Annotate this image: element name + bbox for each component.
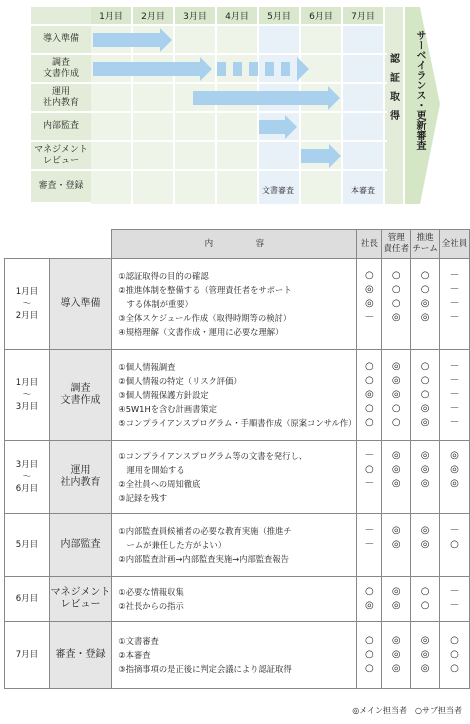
month-header-5: 5月目: [259, 7, 301, 24]
role-mark: ◎: [420, 478, 430, 489]
content-cell: [112, 577, 357, 622]
role-mark-cell: [411, 441, 440, 514]
role-mark: ○: [365, 270, 374, 281]
month-header-3: 3月目: [175, 7, 217, 24]
month-header-2: 2月目: [133, 7, 175, 24]
content-item: ②全社員への周知徹底: [118, 479, 201, 489]
role-mark: ○: [391, 417, 401, 428]
role-mark: －: [449, 417, 460, 428]
period-cell: 6月目: [5, 577, 50, 622]
role-mark: ◎: [420, 312, 430, 323]
role-mark: －: [364, 312, 375, 323]
legend: ◎メイン担当者 ○サブ担当者: [352, 706, 462, 715]
role-mark-cell: [411, 350, 440, 441]
content-item: ①認証取得の目的の確認: [118, 271, 209, 281]
table-row: [5, 514, 470, 577]
role-mark: ◎: [391, 663, 401, 674]
period-cell: 5月目: [5, 514, 50, 577]
role-mark-cell: [382, 259, 411, 350]
role-mark-cell: [357, 577, 382, 622]
content-item: ①コンプライアンスプログラム等の文書を発行し、: [118, 451, 308, 461]
period-cell: 7月目: [5, 622, 50, 689]
arrow-documentation-dash: [249, 62, 258, 76]
role-mark: ○: [365, 417, 374, 428]
surveillance-label: サーベイランス・更新審査: [414, 30, 425, 150]
content-item: ②本審査: [118, 650, 151, 660]
role-mark: ○: [420, 586, 430, 597]
gantt-row-label: 内部監査: [31, 113, 91, 142]
role-mark: ◎: [391, 649, 401, 660]
role-header-all: 全社員: [440, 230, 470, 259]
arrow-preparation: [93, 28, 172, 52]
role-mark-cell: [357, 259, 382, 350]
content-cell: [112, 259, 357, 350]
role-mark: ○: [420, 389, 430, 400]
role-mark: ○: [450, 539, 459, 550]
period-cell: 3月目 〜 6月目: [5, 441, 50, 514]
role-mark: －: [449, 298, 460, 309]
role-mark: ◎: [450, 450, 459, 461]
table-row: [5, 622, 470, 689]
task-table: [4, 229, 470, 689]
arrow-documentation-dash: [265, 62, 274, 76]
role-mark: ◎: [391, 600, 401, 611]
role-mark-cell: [440, 514, 470, 577]
role-mark: ◎: [391, 525, 401, 536]
content-item: する体制が重要）: [118, 299, 193, 309]
content-item: ①個人情報調査: [118, 362, 176, 372]
role-mark: ○: [365, 464, 374, 475]
content-cell: [112, 441, 357, 514]
role-mark-cell: [382, 577, 411, 622]
table-row: [5, 259, 470, 350]
role-mark-cell: [411, 259, 440, 350]
role-mark: ◎: [420, 649, 430, 660]
table-corner: [5, 230, 112, 259]
role-mark: －: [449, 375, 460, 386]
role-mark: ◎: [391, 539, 401, 550]
role-mark: ◎: [391, 586, 401, 597]
main-review-note: 本審査: [351, 186, 375, 195]
gantt-row-label: マネジメント レビュー: [31, 142, 91, 171]
arrow-documentation-dash: [233, 62, 242, 76]
role-mark: ○: [391, 298, 401, 309]
role-mark: ○: [420, 284, 430, 295]
content-cell: [112, 622, 357, 689]
role-mark: ◎: [391, 478, 401, 489]
role-mark: －: [449, 312, 460, 323]
role-mark: ◎: [365, 284, 374, 295]
content-item: ②推進体制を整備する（管理責任者をサポート: [118, 285, 292, 295]
role-mark-cell: [382, 622, 411, 689]
gantt-row-label: 導入準備: [31, 26, 91, 55]
role-mark: ○: [420, 375, 430, 386]
role-mark: －: [449, 600, 460, 611]
role-mark: ◎: [391, 450, 401, 461]
role-mark: ◎: [420, 635, 430, 646]
arrow-documentation: [93, 57, 212, 81]
content-item: ③指摘事項の是正後に判定会議により認証取得: [118, 664, 292, 674]
period-cell: 1月目 〜 3月目: [5, 350, 50, 441]
arrow-operation: [193, 86, 340, 110]
role-mark: ○: [391, 403, 401, 414]
role-mark-cell: [411, 514, 440, 577]
role-mark: ◎: [391, 635, 401, 646]
role-mark: －: [449, 284, 460, 295]
role-mark-cell: [411, 622, 440, 689]
table-row: [5, 577, 470, 622]
content-cell: [112, 514, 357, 577]
table-row: [5, 441, 470, 514]
certification-label: 認 証 取 得: [390, 54, 400, 122]
content-item: ⑤コンプライアンスプログラム・手順書作成（原案コンサル作）: [118, 418, 357, 428]
arrow-internal-audit: [259, 115, 297, 139]
role-mark: ◎: [420, 403, 430, 414]
role-mark: ○: [365, 361, 374, 372]
category-cell: 導入準備: [49, 259, 111, 350]
arrow-documentation-dash: [281, 62, 290, 76]
content-item: ームが兼任した方がよい）: [118, 540, 227, 550]
role-mark: ◎: [391, 361, 401, 372]
role-mark: ◎: [420, 417, 430, 428]
role-mark: ○: [391, 284, 401, 295]
role-mark: －: [449, 389, 460, 400]
role-mark: ○: [365, 649, 374, 660]
role-mark-cell: [382, 350, 411, 441]
content-item: ③全体スケジュール作成（取得時期等の検討）: [118, 313, 292, 323]
role-mark-cell: [357, 514, 382, 577]
month-header-7: 7月目: [343, 7, 385, 24]
role-mark: ○: [365, 403, 374, 414]
role-mark-cell: [440, 350, 470, 441]
role-mark: －: [364, 450, 375, 461]
role-mark-cell: [440, 577, 470, 622]
role-mark: ○: [391, 270, 401, 281]
table-row: [5, 350, 470, 441]
role-header-manager: 管理 責任者: [382, 230, 411, 259]
period-cell: 1月目 〜 2月目: [5, 259, 50, 350]
role-header-team: 推進 チーム: [411, 230, 440, 259]
role-mark: ○: [420, 361, 430, 372]
doc-review-note: 文書審査: [262, 186, 294, 195]
role-mark: －: [449, 361, 460, 372]
category-cell: 調査 文書作成: [49, 350, 111, 441]
gantt-row-label: 調査 文書作成: [31, 55, 91, 84]
category-cell: 審査・登録: [49, 622, 111, 689]
arrow-documentation-head: [297, 57, 309, 81]
role-mark-cell: [357, 622, 382, 689]
content-item: ①必要な情報収集: [118, 587, 184, 597]
content-header: 内 容: [112, 230, 357, 259]
role-mark: ○: [365, 375, 374, 386]
role-mark: ◎: [420, 539, 430, 550]
gantt-row-label: 審査・登録: [31, 171, 91, 204]
role-mark: －: [364, 539, 375, 550]
arrow-documentation-dash: [217, 62, 226, 76]
content-item: ②個人情報の特定（リスク評価）: [118, 376, 242, 386]
content-item: ②内部監査計画→内部監査実施→内部監査報告: [118, 554, 289, 564]
role-mark-cell: [357, 350, 382, 441]
role-mark: ○: [450, 663, 459, 674]
month-header-6: 6月目: [301, 7, 343, 24]
role-mark-cell: [382, 441, 411, 514]
schedule-gantt: [0, 0, 470, 212]
role-mark: ◎: [391, 375, 401, 386]
role-mark: ○: [420, 600, 430, 611]
category-cell: 運用 社内教育: [49, 441, 111, 514]
month-header-1: 1月目: [91, 7, 133, 24]
content-item: ④5W1Hを含む計画書策定: [118, 404, 218, 414]
role-mark: ◎: [450, 464, 459, 475]
category-cell: 内部監査: [49, 514, 111, 577]
content-cell: [112, 350, 357, 441]
role-mark: ◎: [391, 389, 401, 400]
role-mark: ○: [450, 635, 459, 646]
role-mark: －: [449, 403, 460, 414]
role-mark: ◎: [365, 298, 374, 309]
category-cell: マネジメント レビュー: [49, 577, 111, 622]
role-mark-cell: [382, 514, 411, 577]
role-mark: ◎: [391, 312, 401, 323]
content-item: ②社長からの指示: [118, 601, 184, 611]
role-mark: －: [449, 586, 460, 597]
role-mark-cell: [411, 577, 440, 622]
role-mark: ◎: [420, 464, 430, 475]
month-header-4: 4月目: [217, 7, 259, 24]
role-mark: －: [364, 525, 375, 536]
role-mark: ○: [450, 649, 459, 660]
content-item: ①内部監査員候補者の必要な教育実施（推進チ: [118, 526, 292, 536]
content-item: ④規格理解（文書作成・運用に必要な理解）: [118, 327, 284, 337]
content-item: ③記録を残す: [118, 493, 168, 503]
role-mark-cell: [440, 259, 470, 350]
role-mark: ◎: [391, 464, 401, 475]
role-mark-cell: [440, 622, 470, 689]
role-mark: －: [364, 478, 375, 489]
role-mark: ◎: [365, 389, 374, 400]
role-mark: ○: [365, 635, 374, 646]
content-item: ③個人情報保護方針設定: [118, 390, 209, 400]
role-mark: ◎: [420, 525, 430, 536]
role-mark: ○: [365, 663, 374, 674]
role-mark: ◎: [365, 600, 374, 611]
role-mark: ○: [365, 586, 374, 597]
role-mark: ○: [420, 270, 430, 281]
role-header-president: 社長: [357, 230, 382, 259]
arrow-management-review: [301, 144, 341, 168]
role-mark-cell: [440, 441, 470, 514]
role-mark: ◎: [420, 663, 430, 674]
role-mark: ◎: [420, 298, 430, 309]
role-mark-cell: [357, 441, 382, 514]
role-mark: ◎: [420, 450, 430, 461]
role-mark: －: [449, 270, 460, 281]
content-item: ①文書審査: [118, 636, 159, 646]
content-item: 運用を開始する: [118, 465, 185, 475]
role-mark: －: [449, 525, 460, 536]
role-mark: ◎: [450, 478, 459, 489]
gantt-row-label: 運用 社内教育: [31, 84, 91, 113]
